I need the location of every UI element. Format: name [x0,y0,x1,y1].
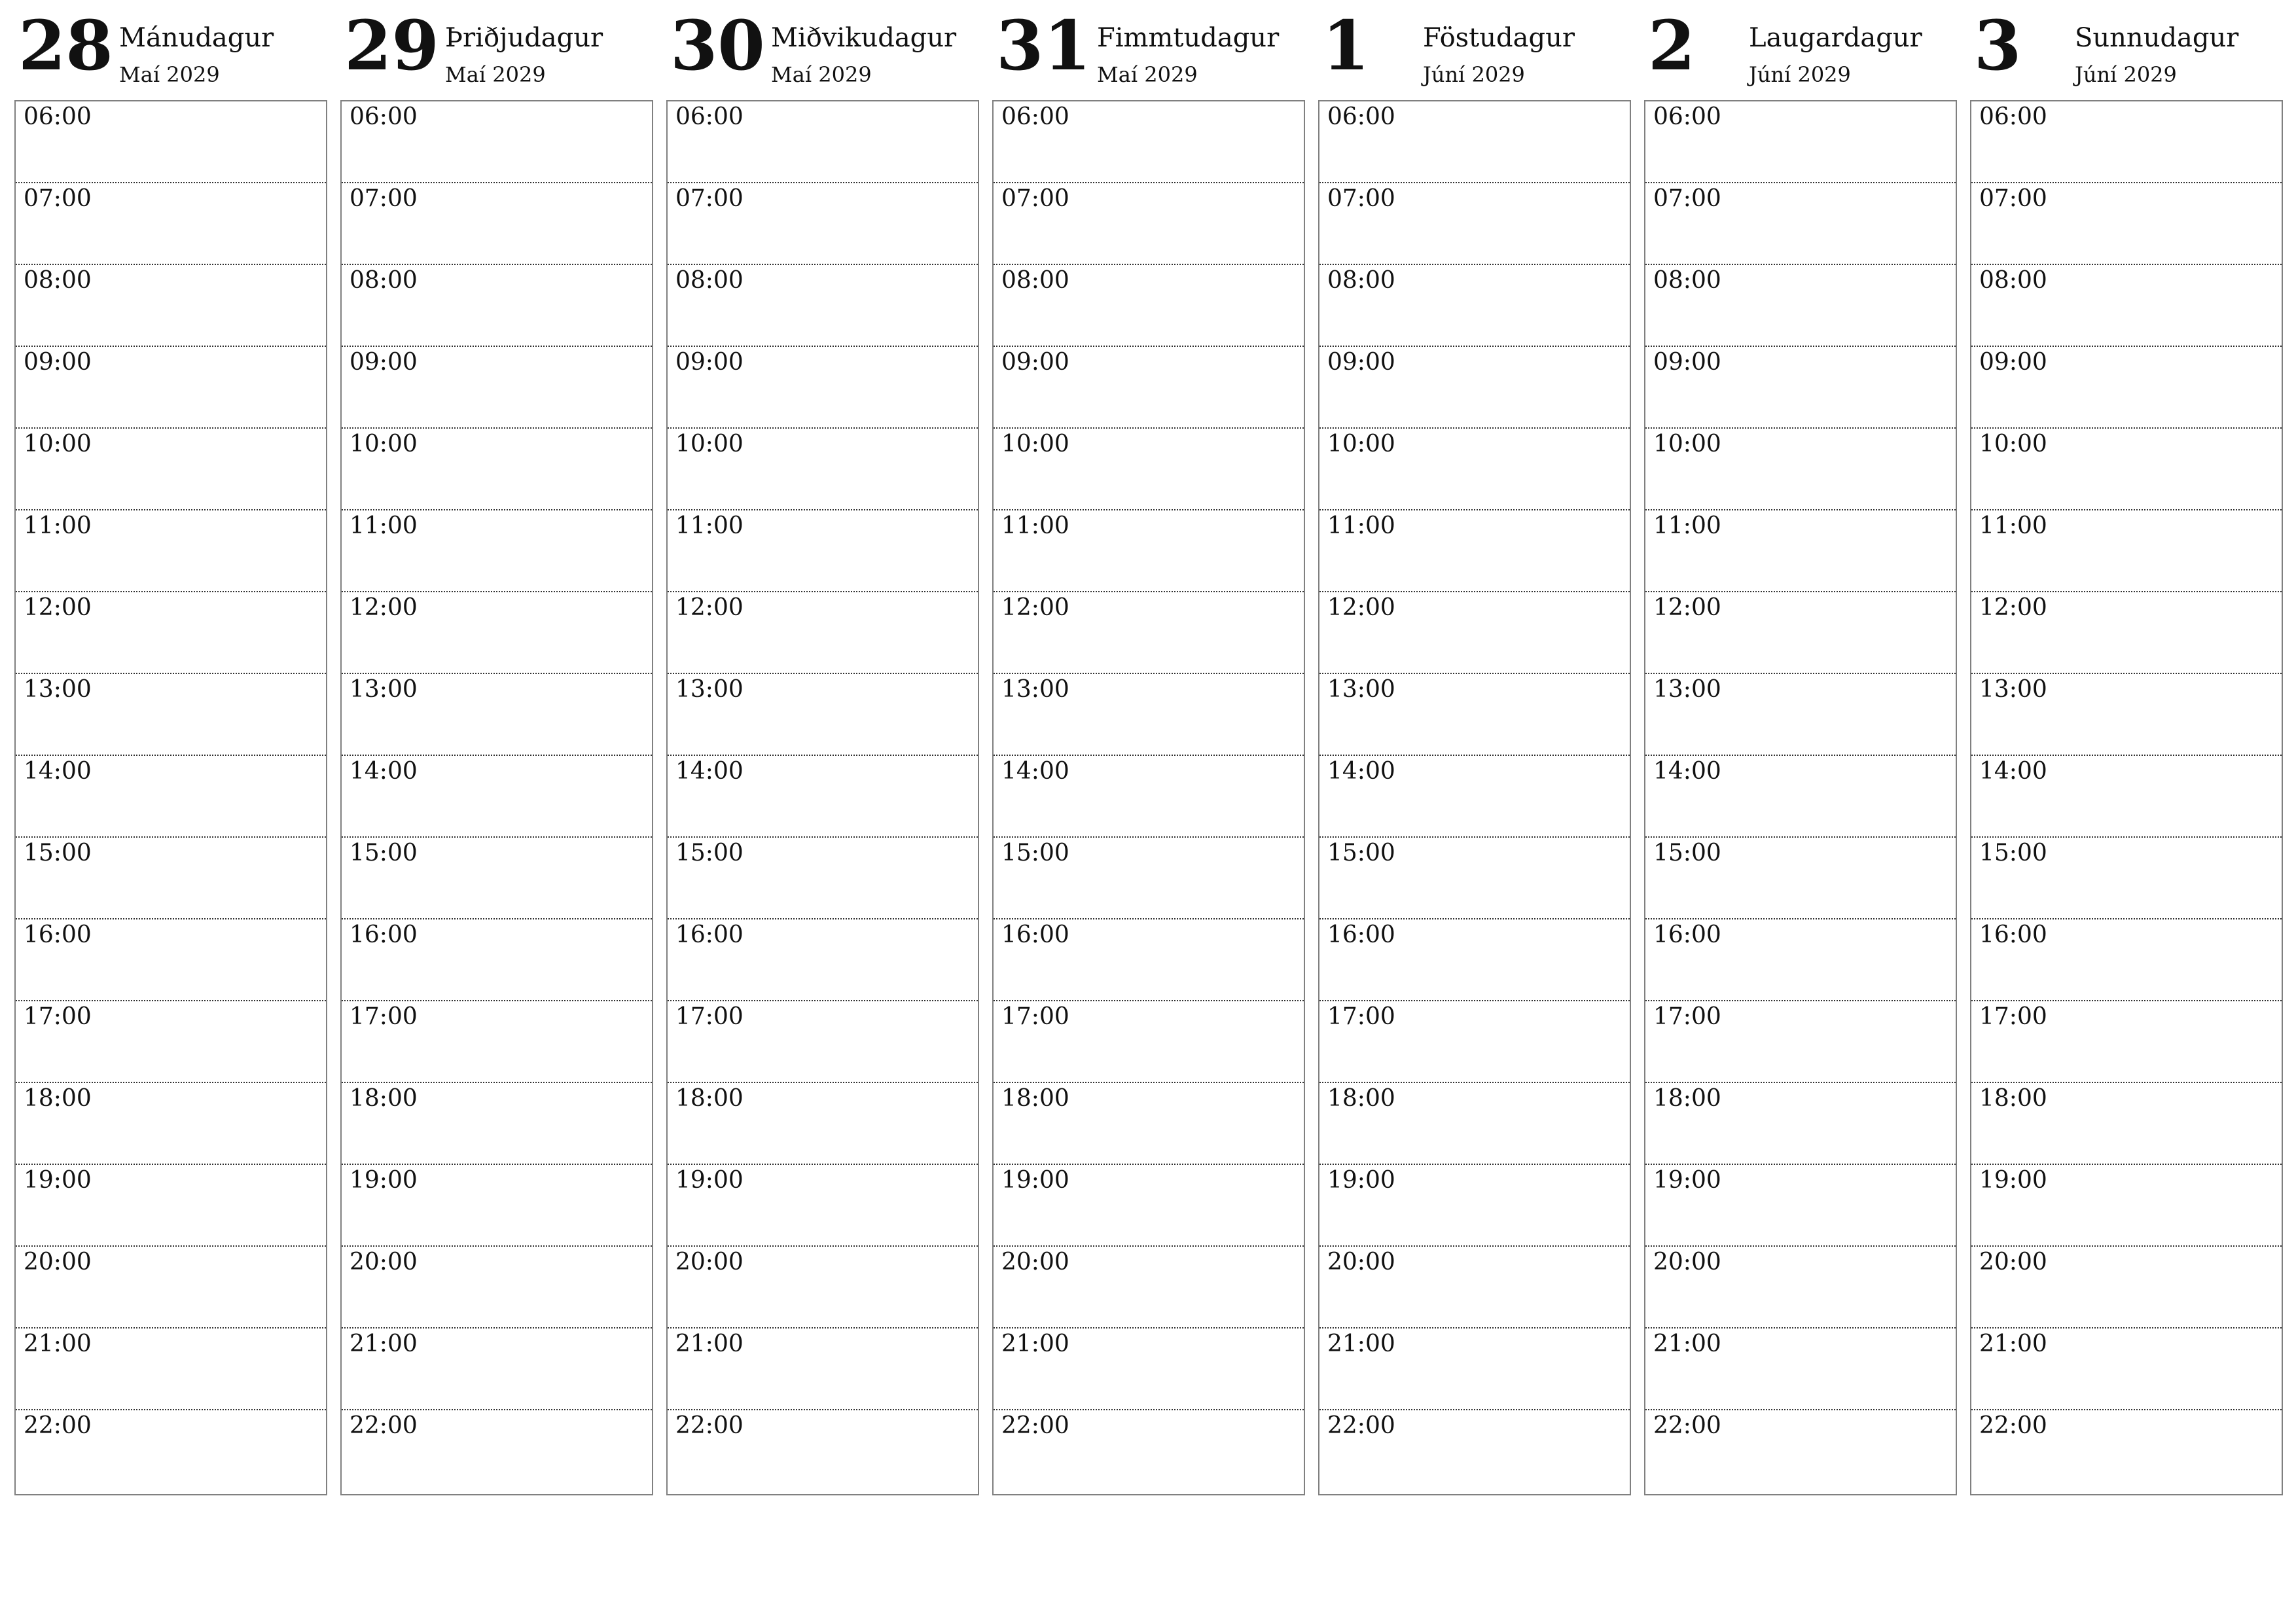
hour-label: 08:00 [350,267,418,294]
hour-label: 13:00 [24,676,92,703]
hour-slot[interactable] [16,592,326,674]
hour-slot[interactable] [994,1410,1304,1492]
hour-slot[interactable] [1645,838,1956,919]
hour-slot[interactable] [16,1001,326,1083]
hour-slot[interactable] [994,1247,1304,1329]
hour-label: 09:00 [1001,349,1069,376]
hour-slot[interactable] [1971,756,2282,838]
hour-slot[interactable] [668,1001,978,1083]
hour-slot[interactable] [342,1083,652,1165]
day-name: Fimmtudagur [1097,23,1280,53]
hour-label: 22:00 [1327,1412,1395,1439]
hour-label: 15:00 [24,840,92,866]
hour-slot[interactable] [16,838,326,919]
hour-label: 09:00 [350,349,418,376]
hour-slot[interactable] [342,429,652,510]
hour-slot[interactable] [1971,1083,2282,1165]
hour-slot[interactable] [1645,1165,1956,1247]
hour-label: 14:00 [350,758,418,785]
hour-slot[interactable] [994,756,1304,838]
hour-label: 12:00 [675,594,744,621]
hour-label: 07:00 [1327,185,1395,212]
hour-slot[interactable] [668,101,978,183]
hour-slot[interactable] [342,1001,652,1083]
hour-label: 11:00 [24,512,92,539]
hour-label: 17:00 [675,1003,744,1030]
hour-slot[interactable] [1645,756,1956,838]
hour-label: 14:00 [1653,758,1721,785]
hour-slot[interactable] [16,347,326,429]
hour-label: 19:00 [1979,1167,2047,1194]
hour-slot[interactable] [1971,429,2282,510]
day-month: Maí 2029 [445,62,546,87]
hour-label: 20:00 [1979,1249,2047,1275]
hour-label: 17:00 [350,1003,418,1030]
hour-label: 13:00 [675,676,744,703]
hour-slot[interactable] [1645,429,1956,510]
hour-label: 18:00 [1653,1085,1721,1112]
hour-slot[interactable] [994,265,1304,347]
hour-label: 10:00 [24,431,92,457]
hour-slot[interactable] [1319,265,1630,347]
hour-slot[interactable] [342,510,652,592]
hour-slot[interactable] [342,183,652,265]
hour-label: 18:00 [1979,1085,2047,1112]
hour-slot[interactable] [1645,592,1956,674]
hour-slot[interactable] [1645,1001,1956,1083]
hour-label: 20:00 [24,1249,92,1275]
hour-slot[interactable] [342,1410,652,1492]
hour-label: 07:00 [675,185,744,212]
hour-label: 06:00 [24,103,92,130]
hour-label: 11:00 [1653,512,1721,539]
hour-label: 14:00 [24,758,92,785]
hour-label: 14:00 [1327,758,1395,785]
hour-label: 21:00 [24,1330,92,1357]
hour-label: 09:00 [675,349,744,376]
day-name: Miðvikudagur [771,23,957,53]
hour-slot[interactable] [994,674,1304,756]
hour-label: 12:00 [1001,594,1069,621]
hour-label: 18:00 [675,1085,744,1112]
day-header [340,0,653,98]
hour-label: 10:00 [1653,431,1721,457]
hour-label: 08:00 [1653,267,1721,294]
hour-label: 21:00 [350,1330,418,1357]
hour-slot[interactable] [994,510,1304,592]
hour-slot[interactable] [16,1083,326,1165]
hour-label: 15:00 [1653,840,1721,866]
hour-label: 22:00 [1979,1412,2047,1439]
hour-slot[interactable] [668,347,978,429]
hour-slot[interactable] [1319,1329,1630,1410]
hour-slot[interactable] [16,265,326,347]
hour-label: 11:00 [1327,512,1395,539]
hour-slot[interactable] [1319,1165,1630,1247]
day-number: 1 [1322,5,1370,86]
hour-slot[interactable] [668,838,978,919]
hour-label: 22:00 [24,1412,92,1439]
hour-slot[interactable] [1645,265,1956,347]
day-header [1318,0,1631,98]
hour-slot[interactable] [16,1165,326,1247]
hour-label: 07:00 [1979,185,2047,212]
hour-slot[interactable] [1645,919,1956,1001]
hour-label: 21:00 [1327,1330,1395,1357]
hour-label: 13:00 [1653,676,1721,703]
hour-slot[interactable] [994,592,1304,674]
day-number: 29 [344,5,439,86]
hour-slot[interactable] [668,1165,978,1247]
hour-slot[interactable] [16,510,326,592]
hour-slot[interactable] [1319,510,1630,592]
hour-slot[interactable] [1319,429,1630,510]
hour-slot[interactable] [994,347,1304,429]
day-name: Mánudagur [119,23,274,53]
hour-slot[interactable] [342,756,652,838]
hour-slot[interactable] [16,1410,326,1492]
hour-label: 17:00 [1327,1003,1395,1030]
hour-label: 07:00 [24,185,92,212]
hour-slot[interactable] [1319,1410,1630,1492]
hour-slot[interactable] [1319,183,1630,265]
hour-slot[interactable] [994,838,1304,919]
hour-label: 15:00 [350,840,418,866]
hour-slot[interactable] [16,1247,326,1329]
day-schedule-box [992,100,1305,1495]
hour-slot[interactable] [342,838,652,919]
hour-slot[interactable] [1971,1001,2282,1083]
hour-slot[interactable] [668,919,978,1001]
hour-slot[interactable] [16,1329,326,1410]
hour-label: 17:00 [24,1003,92,1030]
hour-slot[interactable] [1645,1247,1956,1329]
hour-label: 08:00 [24,267,92,294]
day-schedule-box [340,100,653,1495]
hour-slot[interactable] [1971,101,2282,183]
hour-label: 20:00 [1001,1249,1069,1275]
hour-label: 07:00 [1653,185,1721,212]
day-number: 28 [18,5,113,86]
hour-label: 10:00 [350,431,418,457]
hour-slot[interactable] [1971,674,2282,756]
hour-label: 12:00 [350,594,418,621]
hour-slot[interactable] [994,1165,1304,1247]
hour-slot[interactable] [342,1165,652,1247]
day-month: Júní 2029 [1749,62,1851,87]
hour-label: 10:00 [1001,431,1069,457]
hour-slot[interactable] [1645,347,1956,429]
hour-slot[interactable] [1971,510,2282,592]
hour-slot[interactable] [342,1329,652,1410]
hour-slot[interactable] [994,1329,1304,1410]
hour-slot[interactable] [1645,1410,1956,1492]
hour-slot[interactable] [668,510,978,592]
hour-label: 08:00 [1001,267,1069,294]
hour-slot[interactable] [16,183,326,265]
hour-label: 07:00 [350,185,418,212]
hour-slot[interactable] [994,101,1304,183]
hour-slot[interactable] [342,1247,652,1329]
hour-slot[interactable] [668,265,978,347]
day-header [14,0,327,98]
day-header [992,0,1305,98]
hour-label: 11:00 [350,512,418,539]
hour-slot[interactable] [1645,1083,1956,1165]
day-schedule-box [1644,100,1957,1495]
hour-slot[interactable] [668,674,978,756]
hour-label: 06:00 [1979,103,2047,130]
hour-label: 14:00 [675,758,744,785]
hour-slot[interactable] [1319,592,1630,674]
hour-slot[interactable] [1971,265,2282,347]
hour-slot[interactable] [342,347,652,429]
hour-label: 08:00 [1979,267,2047,294]
hour-label: 09:00 [1653,349,1721,376]
hour-label: 06:00 [675,103,744,130]
day-name: Laugardagur [1749,23,1922,53]
hour-slot[interactable] [1319,919,1630,1001]
hour-label: 08:00 [1327,267,1395,294]
hour-label: 21:00 [675,1330,744,1357]
hour-label: 12:00 [24,594,92,621]
day-schedule-box [1318,100,1631,1495]
hour-label: 18:00 [1327,1085,1395,1112]
hour-slot[interactable] [1971,592,2282,674]
hour-slot[interactable] [1319,1247,1630,1329]
day-number: 2 [1648,5,1696,86]
hour-label: 15:00 [1327,840,1395,866]
hour-slot[interactable] [342,674,652,756]
hour-label: 13:00 [350,676,418,703]
hour-label: 09:00 [1979,349,2047,376]
hour-slot[interactable] [1319,838,1630,919]
hour-label: 17:00 [1653,1003,1721,1030]
hour-slot[interactable] [16,674,326,756]
hour-label: 06:00 [1001,103,1069,130]
hour-slot[interactable] [16,101,326,183]
hour-label: 16:00 [1653,921,1721,948]
day-header [1970,0,2283,98]
hour-label: 20:00 [350,1249,418,1275]
hour-slot[interactable] [16,919,326,1001]
day-month: Maí 2029 [1097,62,1198,87]
day-schedule-box [14,100,327,1495]
hour-slot[interactable] [994,919,1304,1001]
hour-label: 22:00 [350,1412,418,1439]
hour-label: 13:00 [1979,676,2047,703]
hour-label: 21:00 [1653,1330,1721,1357]
hour-label: 22:00 [1653,1412,1721,1439]
hour-label: 21:00 [1979,1330,2047,1357]
hour-slot[interactable] [1645,1329,1956,1410]
hour-label: 19:00 [350,1167,418,1194]
hour-label: 16:00 [24,921,92,948]
hour-slot[interactable] [1645,183,1956,265]
day-name: Sunnudagur [2075,23,2239,53]
hour-label: 16:00 [350,921,418,948]
hour-label: 06:00 [1327,103,1395,130]
hour-label: 19:00 [24,1167,92,1194]
hour-slot[interactable] [994,1083,1304,1165]
day-month: Júní 2029 [1423,62,1525,87]
hour-label: 19:00 [1327,1167,1395,1194]
hour-label: 19:00 [675,1167,744,1194]
hour-slot[interactable] [1319,347,1630,429]
day-month: Maí 2029 [119,62,220,87]
hour-label: 18:00 [350,1085,418,1112]
hour-slot[interactable] [994,1001,1304,1083]
hour-label: 20:00 [675,1249,744,1275]
day-header [666,0,979,98]
hour-label: 10:00 [1979,431,2047,457]
day-number: 31 [996,5,1091,86]
day-name: Föstudagur [1423,23,1575,53]
hour-label: 18:00 [1001,1085,1069,1112]
hour-slot[interactable] [1971,1165,2282,1247]
hour-label: 13:00 [1327,676,1395,703]
hour-label: 09:00 [1327,349,1395,376]
hour-label: 12:00 [1979,594,2047,621]
hour-slot[interactable] [668,1247,978,1329]
hour-slot[interactable] [342,101,652,183]
hour-label: 16:00 [675,921,744,948]
hour-slot[interactable] [668,1329,978,1410]
hour-slot[interactable] [342,919,652,1001]
hour-label: 15:00 [675,840,744,866]
hour-label: 17:00 [1001,1003,1069,1030]
hour-slot[interactable] [342,592,652,674]
hour-slot[interactable] [1971,1329,2282,1410]
hour-slot[interactable] [16,429,326,510]
hour-label: 22:00 [1001,1412,1069,1439]
hour-label: 16:00 [1001,921,1069,948]
hour-slot[interactable] [1319,674,1630,756]
hour-label: 19:00 [1001,1167,1069,1194]
day-schedule-box [666,100,979,1495]
hour-label: 21:00 [1001,1330,1069,1357]
hour-label: 12:00 [1327,594,1395,621]
hour-slot[interactable] [1319,756,1630,838]
hour-label: 14:00 [1001,758,1069,785]
hour-slot[interactable] [668,183,978,265]
hour-label: 20:00 [1327,1249,1395,1275]
hour-slot[interactable] [1645,101,1956,183]
hour-label: 12:00 [1653,594,1721,621]
hour-slot[interactable] [1971,838,2282,919]
hour-slot[interactable] [668,592,978,674]
hour-label: 10:00 [1327,431,1395,457]
hour-label: 11:00 [675,512,744,539]
day-number: 30 [670,5,765,86]
hour-label: 15:00 [1001,840,1069,866]
hour-label: 16:00 [1327,921,1395,948]
hour-slot[interactable] [342,265,652,347]
hour-label: 11:00 [1979,512,2047,539]
hour-label: 14:00 [1979,758,2047,785]
hour-slot[interactable] [1319,1083,1630,1165]
hour-label: 17:00 [1979,1003,2047,1030]
hour-label: 13:00 [1001,676,1069,703]
hour-slot[interactable] [1319,101,1630,183]
hour-label: 07:00 [1001,185,1069,212]
hour-slot[interactable] [1971,1247,2282,1329]
hour-slot[interactable] [994,183,1304,265]
hour-slot[interactable] [1971,347,2282,429]
hour-slot[interactable] [668,1410,978,1492]
hour-label: 16:00 [1979,921,2047,948]
hour-label: 22:00 [675,1412,744,1439]
hour-label: 08:00 [675,267,744,294]
hour-slot[interactable] [1971,183,2282,265]
hour-slot[interactable] [668,429,978,510]
hour-slot[interactable] [994,429,1304,510]
day-number: 3 [1974,5,2022,86]
day-name: Þriðjudagur [445,23,603,53]
hour-label: 19:00 [1653,1167,1721,1194]
day-month: Maí 2029 [771,62,872,87]
day-schedule-box [1970,100,2283,1495]
hour-slot[interactable] [1645,510,1956,592]
hour-label: 10:00 [675,431,744,457]
day-header [1644,0,1957,98]
day-month: Júní 2029 [2075,62,2177,87]
hour-slot[interactable] [1645,674,1956,756]
hour-label: 11:00 [1001,512,1069,539]
hour-label: 15:00 [1979,840,2047,866]
hour-label: 20:00 [1653,1249,1721,1275]
hour-slot[interactable] [16,756,326,838]
hour-label: 09:00 [24,349,92,376]
hour-label: 18:00 [24,1085,92,1112]
hour-slot[interactable] [1319,1001,1630,1083]
hour-label: 06:00 [1653,103,1721,130]
hour-slot[interactable] [668,1083,978,1165]
hour-slot[interactable] [668,756,978,838]
hour-slot[interactable] [1971,1410,2282,1492]
hour-slot[interactable] [1971,919,2282,1001]
hour-label: 06:00 [350,103,418,130]
